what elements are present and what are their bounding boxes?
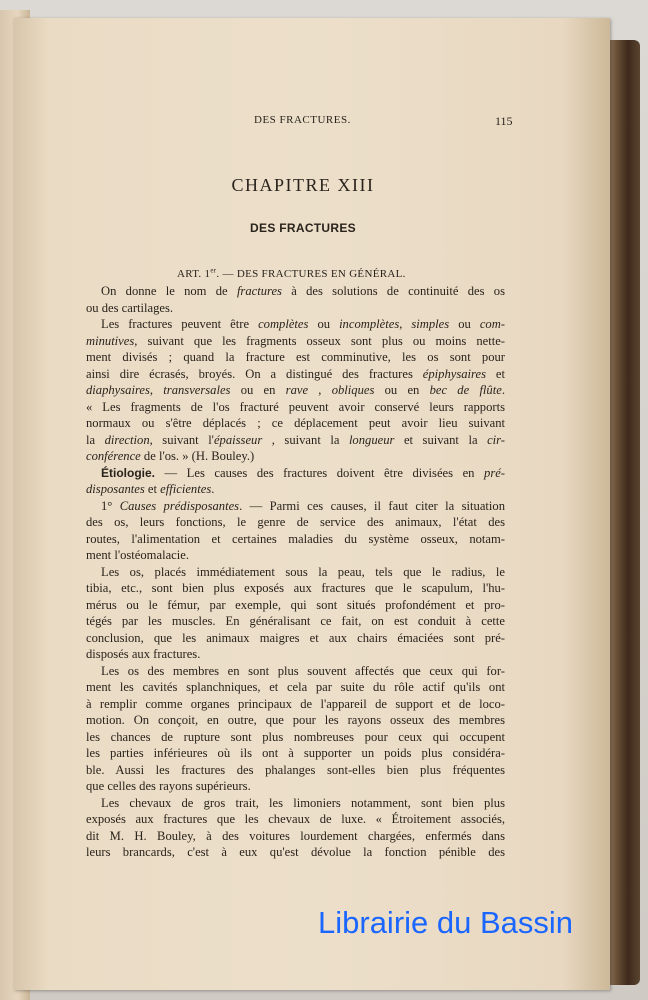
text-run: motion. On conçoit, en outre, que pour les rayons osseux des membres	[86, 713, 505, 727]
italic-run: longueur	[348, 432, 395, 447]
text-run: ou	[308, 317, 340, 331]
text-line	[86, 399, 505, 416]
italic-run: direction	[104, 432, 150, 447]
text-run: ment l'ostéomalacie.	[86, 548, 189, 562]
watermark: Librairie du Bassin	[318, 905, 574, 940]
italic-run: incomplètes	[339, 317, 400, 331]
text-line	[86, 597, 505, 614]
text-run: ,	[149, 383, 164, 397]
text-line	[86, 729, 505, 746]
italic-run: com-	[479, 317, 505, 331]
text-line	[86, 580, 505, 597]
chapter-heading: CHAPITRE XIII	[231, 175, 375, 195]
italic-run: rave	[285, 383, 309, 397]
text-line	[86, 300, 505, 317]
text-line	[86, 448, 505, 465]
text-line	[86, 712, 505, 729]
text-run: 1°	[101, 498, 120, 513]
text-line	[86, 547, 505, 564]
text-run: disposés aux fractures.	[86, 647, 201, 661]
text-run: routes, l'alimentation et certaines maladies du système osseux, notam-	[86, 531, 505, 546]
text-run: de l'os. » (H. Bouley.)	[140, 449, 255, 463]
text-run: Les os, placés immédiatement sous la peau, tels que le radius, le	[101, 564, 505, 579]
text-run: tibia, etc., sont bien plus exposés aux fractures que le scapulum, l'hu-	[86, 581, 505, 595]
article-prefix: ART. 1	[177, 268, 211, 280]
text-run: à remplir comme organes principaux de l'appareil de support et de loco-	[86, 696, 505, 711]
text-line	[86, 465, 505, 482]
italic-run: épaisseur	[213, 432, 263, 447]
text-line	[86, 679, 505, 696]
italic-run: complètes	[258, 317, 309, 331]
text-line	[86, 564, 505, 581]
text-run: Les os des membres en sont plus souvent affectés que ceux qui for-	[101, 663, 505, 678]
text-line	[86, 630, 505, 647]
text-line	[86, 762, 505, 779]
text-run: ou en	[230, 383, 286, 397]
text-run: ment les cavités splanchniques, et cela par suite du rôle actif qu'ils ont	[86, 680, 505, 694]
text-run: exposés aux fractures que les chevaux de luxe. « Étroitement associés,	[86, 812, 505, 826]
text-run: ou	[449, 317, 480, 331]
italic-run: obliques	[331, 383, 375, 397]
text-line	[86, 828, 505, 845]
text-run: . — Parmi ces causes, il faut citer la situation	[239, 498, 505, 513]
text-run: des os, leurs fonctions, le genre de service des animaux, l'état des	[86, 515, 505, 529]
text-run: et	[144, 482, 161, 496]
text-run: les chances de rupture sont plus nombreuses pour ceux qui occupent	[86, 729, 505, 744]
article-sup: er	[210, 266, 217, 275]
text-line	[86, 696, 505, 713]
text-run: , suivant la	[262, 432, 349, 447]
running-header: DES FRACTURES.	[254, 114, 351, 126]
text-run: On donne le nom de	[101, 284, 237, 298]
text-line	[86, 415, 505, 432]
text-run: ble. Aussi les fractures des phalanges sont-elles bien plus fréquentes	[86, 762, 505, 777]
text-run: ainsi dire écrasés, broyés. On a distingué des fractures	[86, 366, 423, 381]
text-line	[86, 778, 505, 795]
text-line	[86, 613, 505, 630]
text-run: .	[211, 482, 215, 496]
italic-run: bec de flûte	[429, 383, 502, 397]
article-heading	[177, 267, 406, 281]
text-run: ou des cartilages.	[86, 300, 174, 315]
text-run: et	[485, 366, 505, 381]
chapter-title: DES FRACTURES	[250, 221, 356, 235]
italic-run: pré-	[484, 465, 505, 480]
text-run: , suivant l'	[149, 432, 214, 447]
italic-run: transversales	[163, 383, 231, 397]
bold-run: Étiologie.	[101, 465, 155, 480]
text-run: tégés par les muscles. En généralisant ce fait, on est conduit à cette	[86, 614, 505, 628]
text-line	[86, 795, 505, 812]
italic-run: disposantes	[86, 482, 145, 496]
text-run: .	[501, 383, 505, 397]
text-run: mérus ou le fémur, par exemple, qui sont situés profondément et pro-	[86, 597, 505, 612]
text-run: Les chevaux de gros trait, les limoniers notamment, sont bien plus	[101, 795, 505, 810]
text-line	[86, 745, 505, 762]
text-line	[86, 366, 505, 383]
text-line	[86, 316, 505, 333]
text-run: la	[86, 432, 105, 447]
text-line	[86, 531, 505, 548]
text-run: — Les causes des fractures doivent être divisées en	[155, 465, 485, 480]
text-line	[86, 663, 505, 680]
text-run: Les fractures peuvent être	[101, 317, 259, 331]
italic-run: cir-	[487, 432, 505, 447]
text-line	[86, 432, 505, 449]
text-line	[86, 844, 505, 861]
text-line	[86, 498, 505, 515]
italic-run: diaphysaires	[86, 383, 150, 397]
italic-run: conférence	[86, 449, 141, 463]
italic-run: efficientes	[160, 482, 212, 496]
text-run: leurs brancards, c'est à eux qu'est dévolue la fonction pénible des	[86, 845, 505, 859]
text-line	[86, 283, 505, 300]
text-run: conclusion, que les animaux maigres et aux chairs émaciées sont pré-	[86, 630, 505, 645]
body-text	[86, 283, 505, 861]
text-run: « Les fragments de l'os fracturé peuvent avoir conservé leurs rapports	[86, 399, 505, 414]
italic-run: épiphysaires	[422, 366, 486, 381]
text-run: les parties inférieures où ils ont à supporter un poids plus considéra-	[86, 746, 505, 760]
text-line	[86, 333, 505, 350]
text-line	[86, 514, 505, 531]
text-run: ,	[308, 383, 332, 397]
page-number: 115	[495, 114, 513, 128]
text-run: ou en	[374, 383, 430, 397]
text-line	[86, 811, 505, 828]
text-run: dit M. H. Bouley, à des voitures lourdement chargées, enfermés dans	[86, 828, 505, 843]
article-rest: . — DES FRACTURES EN GÉNÉRAL.	[216, 268, 406, 280]
text-run: , suivant que les fragments osseux sont plus ou moins nette-	[134, 333, 505, 348]
text-line	[86, 646, 505, 663]
text-run: que celles des rayons supérieurs.	[86, 779, 251, 793]
italic-run: simples	[411, 317, 450, 331]
text-run: ,	[399, 317, 412, 331]
text-run: ment divisés ; quand la fracture est comminutive, les os sont pour	[86, 350, 505, 364]
text-run: à des solutions de continuité des os	[281, 284, 505, 298]
text-run: et suivant la	[394, 432, 488, 447]
text-line	[86, 349, 505, 366]
text-line	[86, 481, 505, 498]
italic-run: fractures	[236, 284, 282, 298]
italic-run: Causes prédisposantes	[119, 498, 240, 513]
text-run: normaux ou s'être déplacés ; ce déplacement peut avoir lieu suivant	[86, 416, 505, 430]
italic-run: minutives	[86, 333, 135, 348]
text-line	[86, 382, 505, 399]
